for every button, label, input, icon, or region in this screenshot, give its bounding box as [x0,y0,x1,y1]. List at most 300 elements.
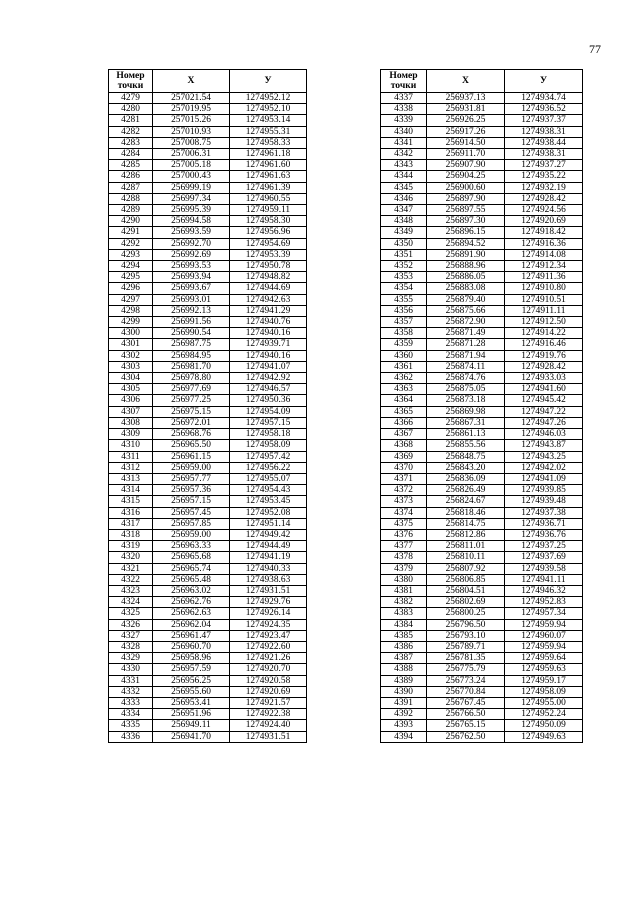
table-row [381,205,583,216]
point-number-cell: 4358 [381,328,427,339]
point-number-cell: 4389 [381,675,427,686]
table-row [109,720,307,731]
x-cell: 256806.85 [427,574,505,585]
x-cell: 256963.33 [153,541,230,552]
y-cell: 1274931.51 [230,731,307,742]
x-cell: 256875.66 [427,305,505,316]
y-cell: 1274941.29 [230,305,307,316]
y-cell: 1274943.25 [505,451,583,462]
x-cell: 256812.86 [427,529,505,540]
point-number-cell: 4356 [381,305,427,316]
point-number-cell: 4380 [381,574,427,585]
point-number-cell: 4319 [109,541,153,552]
table-row [381,417,583,428]
point-number-cell: 4370 [381,462,427,473]
table-row [109,574,307,585]
x-cell: 256977.69 [153,384,230,395]
table-row [381,720,583,731]
x-cell: 256993.01 [153,294,230,305]
x-cell: 256965.74 [153,563,230,574]
point-number-cell: 4367 [381,429,427,440]
y-cell: 1274922.38 [230,709,307,720]
point-number-cell: 4289 [109,205,153,216]
table-row [381,529,583,540]
point-number-cell: 4368 [381,440,427,451]
point-number-cell: 4379 [381,563,427,574]
x-cell: 257006.31 [153,149,230,160]
x-cell: 256874.11 [427,361,505,372]
y-cell: 1274940.76 [230,317,307,328]
point-number-cell: 4377 [381,541,427,552]
y-cell: 1274950.78 [230,261,307,272]
table-row [109,193,307,204]
table-row [109,619,307,630]
y-cell: 1274941.09 [505,473,583,484]
y-cell: 1274941.07 [230,361,307,372]
y-cell: 1274916.46 [505,339,583,350]
table-row [109,507,307,518]
y-cell: 1274941.60 [505,384,583,395]
point-number-cell: 4351 [381,249,427,260]
x-cell: 256766.50 [427,709,505,720]
y-cell: 1274931.51 [230,585,307,596]
point-number-cell: 4373 [381,496,427,507]
y-cell: 1274956.96 [230,227,307,238]
x-cell: 256911.70 [427,149,505,160]
y-cell: 1274942.92 [230,373,307,384]
table-row [109,328,307,339]
x-cell: 256765.15 [427,720,505,731]
point-number-cell: 4338 [381,104,427,115]
point-number-cell: 4376 [381,529,427,540]
x-cell: 256775.79 [427,664,505,675]
x-cell: 256861.13 [427,429,505,440]
y-cell: 1274938.31 [505,149,583,160]
point-number-cell: 4355 [381,294,427,305]
point-number-cell: 4313 [109,473,153,484]
point-number-cell: 4297 [109,294,153,305]
point-number-cell: 4306 [109,395,153,406]
x-cell: 256992.13 [153,305,230,316]
x-cell: 256981.70 [153,361,230,372]
y-cell: 1274919.76 [505,350,583,361]
x-cell: 256972.01 [153,417,230,428]
y-cell: 1274954.09 [230,406,307,417]
x-cell: 256984.95 [153,350,230,361]
x-cell: 256957.77 [153,473,230,484]
y-cell: 1274936.52 [505,104,583,115]
table-row [109,709,307,720]
x-cell: 257021.54 [153,93,230,104]
x-cell: 256990.54 [153,328,230,339]
y-cell: 1274951.14 [230,518,307,529]
point-number-cell: 4281 [109,115,153,126]
x-cell: 257010.93 [153,126,230,137]
point-number-cell: 4350 [381,238,427,249]
point-number-cell: 4353 [381,272,427,283]
y-cell: 1274953.45 [230,496,307,507]
table-row [381,104,583,115]
y-cell: 1274946.03 [505,429,583,440]
table-row [381,462,583,473]
point-number-cell: 4337 [381,93,427,104]
y-cell: 1274960.07 [505,630,583,641]
x-cell: 256802.69 [427,597,505,608]
table-row [109,373,307,384]
x-cell: 256869.98 [427,406,505,417]
y-cell: 1274923.47 [230,630,307,641]
y-cell: 1274960.55 [230,193,307,204]
y-cell: 1274956.22 [230,462,307,473]
x-cell: 256958.96 [153,653,230,664]
point-number-cell: 4393 [381,720,427,731]
y-cell: 1274940.16 [230,350,307,361]
table-row [109,406,307,417]
x-cell: 256773.24 [427,675,505,686]
y-cell: 1274932.19 [505,182,583,193]
y-cell: 1274944.69 [230,283,307,294]
table-row [109,160,307,171]
y-cell: 1274942.02 [505,462,583,473]
table-row [381,238,583,249]
x-cell: 256993.94 [153,272,230,283]
table-row [109,216,307,227]
y-cell: 1274933.03 [505,373,583,384]
point-number-cell: 4291 [109,227,153,238]
table-row [109,182,307,193]
y-cell: 1274958.18 [230,429,307,440]
x-cell: 256962.76 [153,597,230,608]
table-row [109,485,307,496]
x-cell: 256926.25 [427,115,505,126]
y-cell: 1274929.76 [230,597,307,608]
x-cell: 256843.20 [427,462,505,473]
point-number-cell: 4345 [381,182,427,193]
y-cell: 1274911.11 [505,305,583,316]
table-row [381,93,583,104]
y-cell: 1274958.09 [230,440,307,451]
y-cell: 1274946.32 [505,585,583,596]
point-number-cell: 4365 [381,406,427,417]
y-cell: 1274940.16 [230,328,307,339]
point-number-cell: 4279 [109,93,153,104]
point-number-cell: 4300 [109,328,153,339]
x-cell: 256991.56 [153,317,230,328]
y-cell: 1274958.30 [230,216,307,227]
table-row [381,473,583,484]
x-cell: 256992.69 [153,249,230,260]
x-cell: 256957.36 [153,485,230,496]
y-cell: 1274939.85 [505,485,583,496]
table-row [109,93,307,104]
point-number-cell: 4352 [381,261,427,272]
table-row [381,485,583,496]
point-number-cell: 4392 [381,709,427,720]
y-cell: 1274961.39 [230,182,307,193]
table-row [381,541,583,552]
table-row [381,317,583,328]
point-number-cell: 4340 [381,126,427,137]
x-cell: 256848.75 [427,451,505,462]
table-row [109,541,307,552]
table-row [109,440,307,451]
table-row [109,126,307,137]
point-number-cell: 4334 [109,709,153,720]
table-row [381,227,583,238]
table-row [109,137,307,148]
x-cell: 256992.70 [153,238,230,249]
x-cell: 257008.75 [153,137,230,148]
table-row [109,552,307,563]
table-row [381,619,583,630]
table-row [381,518,583,529]
point-number-cell: 4378 [381,552,427,563]
point-number-cell: 4388 [381,664,427,675]
table-row [381,272,583,283]
point-number-cell: 4303 [109,361,153,372]
table-row [381,585,583,596]
x-cell: 256875.05 [427,384,505,395]
table-row [109,283,307,294]
y-cell: 1274958.09 [505,686,583,697]
point-number-cell: 4362 [381,373,427,384]
x-cell: 257005.18 [153,160,230,171]
table-row [381,429,583,440]
table-row [381,193,583,204]
point-number-cell: 4283 [109,137,153,148]
y-cell: 1274959.94 [505,619,583,630]
x-cell: 256957.85 [153,518,230,529]
table-row [381,440,583,451]
y-cell: 1274938.31 [505,126,583,137]
point-number-cell: 4361 [381,361,427,372]
x-cell: 256888.96 [427,261,505,272]
table-row [381,249,583,260]
table-row [381,137,583,148]
y-cell: 1274938.63 [230,574,307,585]
x-cell: 256955.60 [153,686,230,697]
table-row [109,496,307,507]
point-number-cell: 4322 [109,574,153,585]
y-cell: 1274959.17 [505,675,583,686]
point-number-cell: 4317 [109,518,153,529]
table-header-row [109,70,307,93]
point-number-cell: 4315 [109,496,153,507]
x-cell: 256894.52 [427,238,505,249]
x-cell: 256977.25 [153,395,230,406]
table-row [381,731,583,742]
x-cell: 257015.26 [153,115,230,126]
y-cell: 1274912.50 [505,317,583,328]
table-row [381,171,583,182]
y-cell: 1274942.63 [230,294,307,305]
x-cell: 256781.35 [427,653,505,664]
table-row [381,563,583,574]
point-number-cell: 4359 [381,339,427,350]
point-number-cell: 4308 [109,417,153,428]
y-cell: 1274912.34 [505,261,583,272]
y-cell: 1274959.63 [505,664,583,675]
table-row [381,574,583,585]
x-cell: 257000.43 [153,171,230,182]
table-row [109,227,307,238]
point-number-cell: 4391 [381,697,427,708]
table-row [109,395,307,406]
point-number-cell: 4342 [381,149,427,160]
x-cell: 256961.15 [153,451,230,462]
x-cell: 256965.68 [153,552,230,563]
point-number-cell: 4385 [381,630,427,641]
x-cell: 256789.71 [427,641,505,652]
table-row [381,664,583,675]
x-cell: 256917.26 [427,126,505,137]
table-row [381,305,583,316]
y-cell: 1274920.69 [230,686,307,697]
x-cell: 256883.08 [427,283,505,294]
point-number-cell: 4294 [109,261,153,272]
x-cell: 256826.49 [427,485,505,496]
y-cell: 1274943.87 [505,440,583,451]
point-number-cell: 4374 [381,507,427,518]
point-number-cell: 4327 [109,630,153,641]
table-row [109,597,307,608]
y-cell: 1274918.42 [505,227,583,238]
table-row [109,473,307,484]
point-number-cell: 4331 [109,675,153,686]
y-cell: 1274936.76 [505,529,583,540]
x-cell: 256949.11 [153,720,230,731]
y-cell: 1274954.69 [230,238,307,249]
x-cell: 256867.31 [427,417,505,428]
y-cell: 1274911.36 [505,272,583,283]
y-cell: 1274920.69 [505,216,583,227]
point-number-cell: 4305 [109,384,153,395]
y-cell: 1274937.27 [505,160,583,171]
x-cell: 256897.90 [427,193,505,204]
point-number-cell: 4346 [381,193,427,204]
x-cell: 256767.45 [427,697,505,708]
table-row [109,429,307,440]
point-number-cell: 4285 [109,160,153,171]
y-cell: 1274954.43 [230,485,307,496]
x-cell: 256873.18 [427,395,505,406]
y-cell: 1274959.94 [505,641,583,652]
y-cell: 1274959.64 [505,653,583,664]
table-row [381,653,583,664]
header-y: У [230,70,307,93]
point-number-cell: 4312 [109,462,153,473]
point-number-cell: 4382 [381,597,427,608]
x-cell: 256959.00 [153,462,230,473]
table-row [381,294,583,305]
point-number-cell: 4307 [109,406,153,417]
table-row [381,283,583,294]
y-cell: 1274958.33 [230,137,307,148]
x-cell: 256995.39 [153,205,230,216]
point-number-cell: 4287 [109,182,153,193]
x-cell: 256941.70 [153,731,230,742]
table-row [109,249,307,260]
table-row [109,664,307,675]
table-row [109,305,307,316]
point-number-cell: 4364 [381,395,427,406]
x-cell: 256961.47 [153,630,230,641]
y-cell: 1274955.07 [230,473,307,484]
point-number-cell: 4375 [381,518,427,529]
point-number-cell: 4309 [109,429,153,440]
table-row [381,373,583,384]
table-row [381,384,583,395]
table-row [381,361,583,372]
x-cell: 256800.25 [427,608,505,619]
x-cell: 256770.84 [427,686,505,697]
point-number-cell: 4298 [109,305,153,316]
table-row [109,462,307,473]
point-number-cell: 4390 [381,686,427,697]
table-row [109,171,307,182]
point-number-cell: 4330 [109,664,153,675]
y-cell: 1274961.63 [230,171,307,182]
point-number-cell: 4333 [109,697,153,708]
x-cell: 256993.67 [153,283,230,294]
y-cell: 1274914.22 [505,328,583,339]
x-cell: 256872.90 [427,317,505,328]
header-point-number: Номер точки [381,70,427,93]
page-number: 77 [589,42,601,56]
table-row [381,552,583,563]
table-row [381,261,583,272]
y-cell: 1274935.22 [505,171,583,182]
point-number-cell: 4332 [109,686,153,697]
table-row [109,272,307,283]
table-row [109,686,307,697]
table-header-row [381,70,583,93]
table-row [381,395,583,406]
table-row [109,205,307,216]
x-cell: 256871.28 [427,339,505,350]
point-number-cell: 4394 [381,731,427,742]
x-cell: 256957.45 [153,507,230,518]
y-cell: 1274910.80 [505,283,583,294]
point-number-cell: 4316 [109,507,153,518]
y-cell: 1274928.42 [505,193,583,204]
x-cell: 256965.48 [153,574,230,585]
table-row [109,261,307,272]
y-cell: 1274940.33 [230,563,307,574]
y-cell: 1274949.42 [230,529,307,540]
table-row [109,417,307,428]
point-number-cell: 4323 [109,585,153,596]
x-cell: 256762.50 [427,731,505,742]
x-cell: 256978.80 [153,373,230,384]
y-cell: 1274910.51 [505,294,583,305]
y-cell: 1274952.10 [230,104,307,115]
x-cell: 256814.75 [427,518,505,529]
table-row [109,294,307,305]
point-number-cell: 4318 [109,529,153,540]
x-cell: 256956.25 [153,675,230,686]
point-number-cell: 4344 [381,171,427,182]
point-number-cell: 4302 [109,350,153,361]
x-cell: 256951.96 [153,709,230,720]
point-number-cell: 4341 [381,137,427,148]
table-row [381,641,583,652]
point-number-cell: 4348 [381,216,427,227]
x-cell: 256931.81 [427,104,505,115]
table-row [109,238,307,249]
y-cell: 1274934.74 [505,93,583,104]
point-number-cell: 4366 [381,417,427,428]
